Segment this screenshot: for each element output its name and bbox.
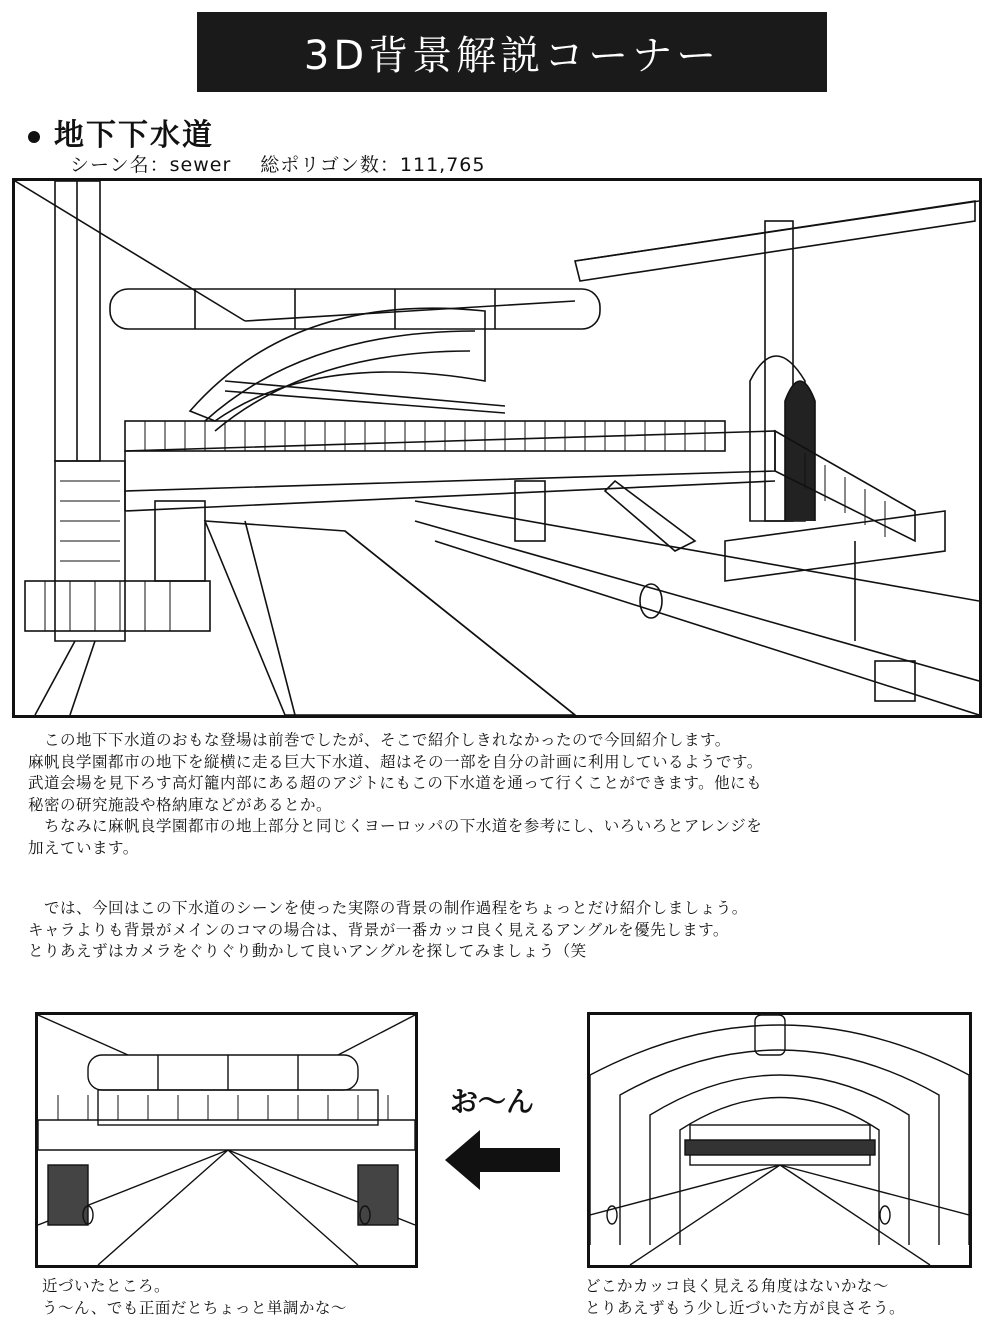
scene-info [70, 150, 508, 177]
corner-banner [197, 12, 827, 92]
description-paragraph-2 [28, 898, 978, 963]
caption-line: 近づいたところ。 [42, 1277, 171, 1295]
section-title-text: 地下下水道 [54, 118, 214, 153]
distant-render [590, 1015, 969, 1265]
paragraph-line: 武道会場を見下ろす高灯籠内部にある超のアジトにもこの下水道を通って行くことができます。他にも [28, 774, 763, 792]
sewer-render [15, 181, 979, 715]
paragraph-line: とりあえずはカメラをぐりぐり動かして良いアングルを探してみましょう（笑 [28, 942, 587, 960]
caption-line: とりあえずもう少し近づいた方が良さそう。 [585, 1299, 906, 1317]
caption-left [42, 1275, 347, 1319]
paragraph-line: ちなみに麻帆良学園都市の地上部分と同じくヨーロッパの下水道を参考にし、いろいろとアレンジを [28, 817, 763, 835]
frontal-view-illustration [35, 1012, 418, 1268]
left-arrow-icon [445, 1130, 565, 1190]
section-title [28, 110, 214, 154]
caption-line: う〜ん、でも正面だとちょっと単調かな〜 [42, 1299, 347, 1317]
caption-line: どこかカッコ良く見える角度はないかな〜 [585, 1277, 889, 1295]
paragraph-line: キャラよりも背景がメインのコマの場合は、背景が一番カッコ良く見えるアングルを優先します。 [28, 920, 729, 939]
arrow-label: お〜ん [450, 1085, 535, 1118]
description-paragraph-1 [28, 730, 978, 859]
banner-title: 3D背景解説コーナー [303, 32, 721, 79]
paragraph-line: 麻帆良学園都市の地下を縦横に走る巨大下水道、超はその一部を自分の計画に利用しているようです。 [28, 752, 763, 771]
distant-view-illustration [587, 1012, 972, 1268]
paragraph-line: 秘密の研究施設や格納庫などがあるとか。 [28, 795, 333, 814]
main-sewer-illustration [12, 178, 982, 718]
paragraph-line: では、今回はこの下水道のシーンを使った実際の背景の制作過程をちょっとだけ紹介しましょう。 [28, 899, 748, 917]
polygon-count: 総ポリゴン数：111,765 [260, 154, 486, 176]
paragraph-line: この地下下水道のおもな登場は前巻でしたが、そこで紹介しきれなかったので今回紹介します。 [28, 731, 731, 749]
frontal-render [38, 1015, 415, 1265]
scene-name: シーン名：sewer [70, 154, 232, 176]
paragraph-line: 加えています。 [28, 838, 139, 857]
caption-right [585, 1275, 905, 1319]
bullet-icon [28, 131, 40, 143]
